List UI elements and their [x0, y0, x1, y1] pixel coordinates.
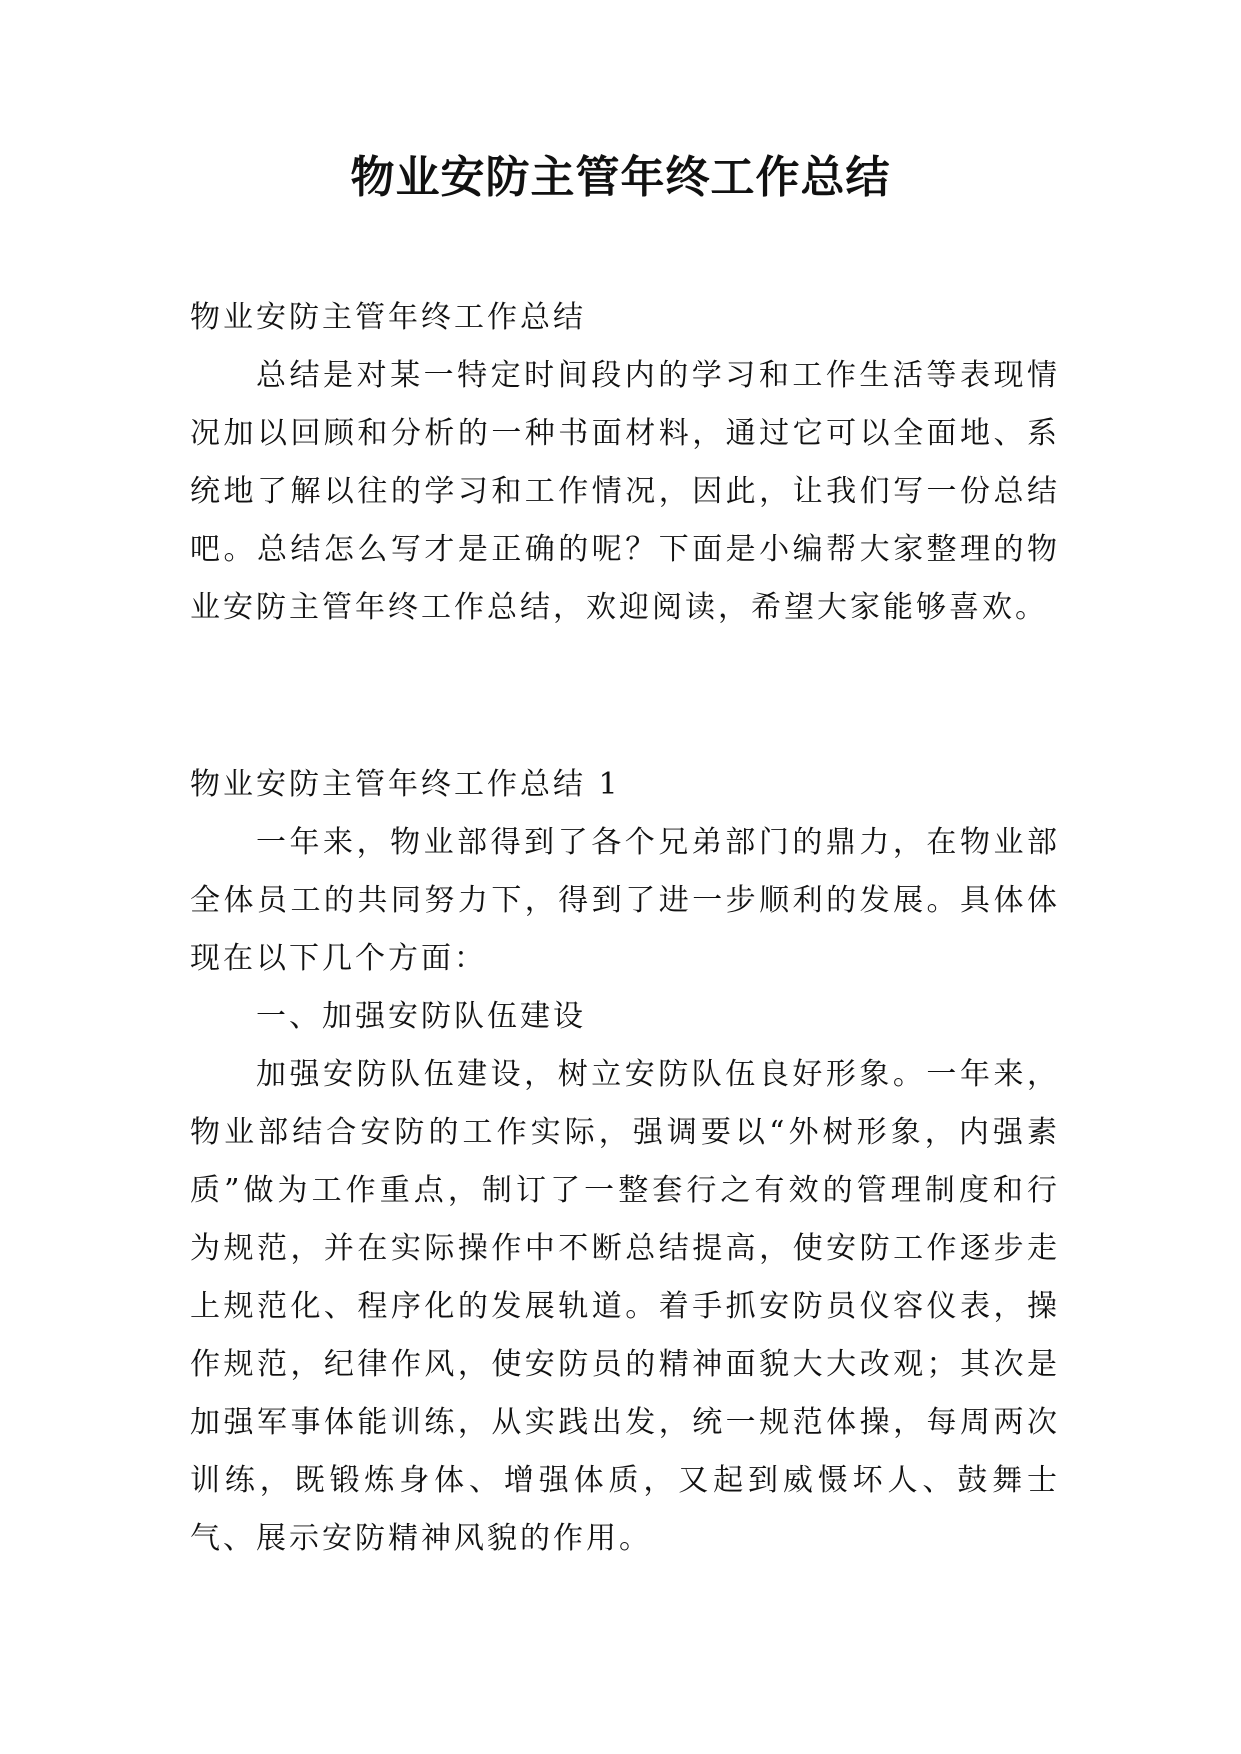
- section-1-paragraph-1: 一年来，物业部得到了各个兄弟部门的鼎力，在物业部全体员工的共同努力下，得到了进一步顺利的发展。具体体现在以下几个方面：: [190, 825, 1060, 976]
- intro-heading: 物业安防主管年终工作总结: [190, 300, 586, 335]
- document-title: 物业安防主管年终工作总结: [350, 152, 891, 203]
- intro-paragraph: 总结是对某一特定时间段内的学习和工作生活等表现情况加以回顾和分析的一种书面材料，通过它可以全面地、系统地了解以往的学习和工作情况，因此，让我们写一份总结吧。总结怎么写才是正确的呢？下面是小编帮大家整理的物业安防主管年终工作总结，欢迎阅读，希望大家能够喜欢。: [190, 358, 1060, 625]
- section-1: [190, 756, 1060, 1568]
- section-1-subheading: 一、加强安防队伍建设: [256, 999, 586, 1034]
- section-1-heading: 物业安防主管年终工作总结 1: [190, 767, 621, 802]
- section-1-paragraph-2: 加强安防队伍建设，树立安防队伍良好形象。一年来，物业部结合安防的工作实际，强调要以“外树形象，内强素质”做为工作重点，制订了一整套行之有效的管理制度和行为规范，并在实际操作中不断总结提高，使安防工作逐步走上规范化、程序化的发展轨道。着手抓安防员仪容仪表，操作规范，纪律作风，使安防员的精神面貌大大改观；其次是加强军事体能训练，从实践出发，统一规范体操，每周两次训练，既锻炼身体、增强体质，又起到威慑坏人、鼓舞士气、展示安防精神风貌的作用。: [190, 1057, 1060, 1556]
- intro-section: [190, 289, 1060, 637]
